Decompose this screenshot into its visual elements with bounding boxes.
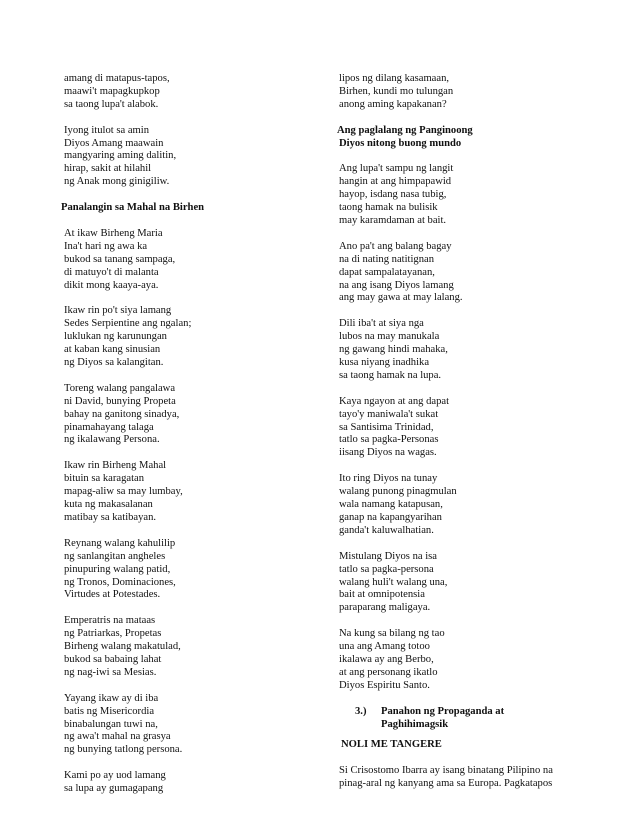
section-heading <box>339 706 599 732</box>
stanza <box>64 770 314 796</box>
verse-line: Ito ring Diyos na tunay <box>339 473 438 485</box>
verse-line: ganda't kaluwalhatian. <box>339 524 434 536</box>
left-stanzas-prayer <box>64 228 314 796</box>
stanza <box>64 305 314 369</box>
left-stanzas-top <box>64 73 314 189</box>
verse-line: ng Patriarkas, Propetas <box>64 628 162 640</box>
right-stanza-top <box>339 73 599 112</box>
verse-line: Birhen, kundi mo tulungan <box>339 85 454 97</box>
stanza <box>339 163 599 227</box>
stanza <box>64 615 314 679</box>
left-column <box>61 73 314 809</box>
verse-line: dapat sampalatayanan, <box>339 266 435 278</box>
verse-line: lubos na may manukala <box>339 331 440 343</box>
verse-line: Ang lupa't sampu ng langit <box>339 163 454 175</box>
verse-line: sa taong hamak na lupa. <box>339 369 442 381</box>
section-title-line-1: Panahon ng Propaganda at <box>381 705 505 717</box>
verse-line: Ano pa't ang balang bagay <box>339 240 452 252</box>
prose-line: pinag-aral ng kanyang ama sa Europa. Pagkatapos <box>339 778 553 790</box>
verse-line: kusa niyang inadhika <box>339 357 430 369</box>
verse-line: sa Santisima Trinidad, <box>339 421 434 433</box>
verse-line: walang huli't walang una, <box>339 576 448 588</box>
stanza <box>339 473 599 537</box>
prayer-heading-wrap <box>61 202 314 215</box>
verse-line: batis ng Misericordia <box>64 705 155 717</box>
verse-line: hirap, sakit at hilahil <box>64 163 152 175</box>
verse-line: Mistulang Diyos na isa <box>339 550 437 562</box>
verse-line: hayop, isdang nasa tubig, <box>339 189 447 201</box>
verse-line: taong hamak na bulisik <box>339 202 438 214</box>
verse-line: Birheng walang makatulad, <box>64 641 181 653</box>
verse-line: iisang Diyos na wagas. <box>339 447 437 459</box>
verse-line: Diyos Espiritu Santo. <box>339 679 430 691</box>
verse-line: ng nag-iwi sa Mesias. <box>64 666 157 678</box>
verse-line: walang punong pinagmulan <box>339 486 457 498</box>
prayer-heading: Panalangin sa Mahal na Birhen <box>61 202 205 214</box>
noli-title: NOLI ME TANGERE <box>341 739 442 751</box>
verse-line: Iyong itulot sa amin <box>64 124 150 136</box>
stanza <box>64 383 314 447</box>
verse-line: mapag-aliw sa may lumbay, <box>64 486 183 498</box>
verse-line: bukod sa babaing lahat <box>64 653 162 665</box>
verse-line: sa lupa ay gumagapang <box>64 783 164 795</box>
verse-line: amang di matapus-tapos, <box>64 73 170 84</box>
verse-line: may karamdaman at bait. <box>339 215 447 227</box>
verse-line: ng ikalawang Persona. <box>64 434 160 446</box>
verse-line: Reynang walang kahulilip <box>64 537 176 549</box>
stanza <box>339 628 599 692</box>
verse-line: bukod sa tanang sampaga, <box>64 253 176 265</box>
verse-line: mangyaring aming dalitin, <box>64 150 177 162</box>
verse-line: ng bunying tatlong persona. <box>64 744 183 756</box>
verse-line: ni David, bunying Propeta <box>64 395 176 407</box>
verse-line: Ina't hari ng awa ka <box>64 240 148 252</box>
verse-line: maawi't mapagkupkop <box>64 85 160 97</box>
verse-line: bait at omnipotensia <box>339 589 425 601</box>
verse-line: bahay na ganitong sinadya, <box>64 408 180 420</box>
verse-line: na ang isang Diyos lamang <box>339 279 454 291</box>
verse-line: binabalungan tuwi na, <box>64 718 158 730</box>
verse-line: luklukan ng karunungan <box>64 331 167 343</box>
verse-line: Toreng walang pangalawa <box>64 382 176 394</box>
verse-line: ng Anak mong ginigiliw. <box>64 176 170 188</box>
stanza <box>339 551 599 615</box>
verse-line: sa taong lupa't alabok. <box>64 98 159 110</box>
verse-line: wala namang katapusan, <box>339 499 443 511</box>
prose-line: Si Crisostomo Ibarra ay isang binatang Pilipino na <box>339 765 553 777</box>
verse-line: lipos ng dilang kasamaan, <box>339 73 450 84</box>
verse-line: ganap na kapangyarihan <box>339 511 442 523</box>
verse-line: at kaban kang sinusian <box>64 344 161 356</box>
creation-heading-wrap <box>337 125 599 151</box>
stanza <box>64 73 314 112</box>
right-stanzas-creation <box>339 163 599 692</box>
verse-line: at ang personang ikatlo <box>339 666 438 678</box>
verse-line: At ikaw Birheng Maria <box>64 228 163 240</box>
section-number: 3.) <box>355 705 367 717</box>
verse-line: paraparang maligaya. <box>339 602 431 614</box>
creation-heading-line-1: Ang paglalang ng Panginoong <box>337 124 473 136</box>
verse-line: dikit mong kaaya-aya. <box>64 279 159 291</box>
verse-line: bituin sa karagatan <box>64 473 145 485</box>
verse-line: anong aming kapakanan? <box>339 98 447 110</box>
verse-line: ang may gawa at may lalang. <box>339 292 463 304</box>
verse-line: hangin at ang himpapawid <box>339 176 452 188</box>
section-title-line-2: Paghihimagsik <box>381 718 449 730</box>
verse-line: tatlo sa pagka-persona <box>339 563 434 575</box>
stanza <box>64 125 314 189</box>
verse-line: ng Diyos sa kalangitan. <box>64 357 164 369</box>
stanza <box>64 538 314 602</box>
verse-line: kuta ng makasalanan <box>64 499 153 511</box>
verse-line: Yayang ikaw ay di iba <box>64 692 159 704</box>
verse-line: matibay sa katibayan. <box>64 511 157 523</box>
stanza <box>339 241 599 305</box>
stanza <box>339 318 599 382</box>
verse-line: pinamahayang talaga <box>64 421 154 433</box>
stanza <box>64 693 314 757</box>
verse-line: ng awa't mahal na grasya <box>64 731 171 743</box>
verse-line: pinupuring walang patid, <box>64 563 171 575</box>
verse-line: di matuyo't di malanta <box>64 266 159 278</box>
verse-line: Virtudes at Potestades. <box>64 589 161 601</box>
verse-line: tatlo sa pagka-Personas <box>339 434 439 446</box>
verse-line: Ikaw rin po't siya lamang <box>64 305 172 317</box>
verse-line: ng Tronos, Dominaciones, <box>64 576 176 588</box>
verse-line: una ang Amang totoo <box>339 641 430 653</box>
verse-line: Na kung sa bilang ng tao <box>339 628 445 640</box>
verse-line: Ikaw rin Birheng Mahal <box>64 460 167 472</box>
verse-line: Dili iba't at siya nga <box>339 318 424 330</box>
verse-line: Diyos Amang maawain <box>64 137 164 149</box>
verse-line: Kaya ngayon at ang dapat <box>339 395 450 407</box>
right-column <box>339 73 599 791</box>
verse-line: Kami po ay uod lamang <box>64 770 166 782</box>
verse-line: Sedes Serpientine ang ngalan; <box>64 318 192 330</box>
stanza <box>64 460 314 524</box>
verse-line: Emperatris na mataas <box>64 615 156 627</box>
verse-line: ng gawang hindi mahaka, <box>339 344 448 356</box>
stanza <box>64 228 314 292</box>
stanza <box>339 396 599 460</box>
verse-line: ikalawa ay ang Berbo, <box>339 653 434 665</box>
prose-paragraph <box>339 765 599 791</box>
verse-line: ng sanlangitan angheles <box>64 550 166 562</box>
creation-heading-line-2: Diyos nitong buong mundo <box>339 137 462 149</box>
verse-line: na di nating natitignan <box>339 253 435 265</box>
verse-line: tayo'y maniwala't sukat <box>339 408 439 420</box>
